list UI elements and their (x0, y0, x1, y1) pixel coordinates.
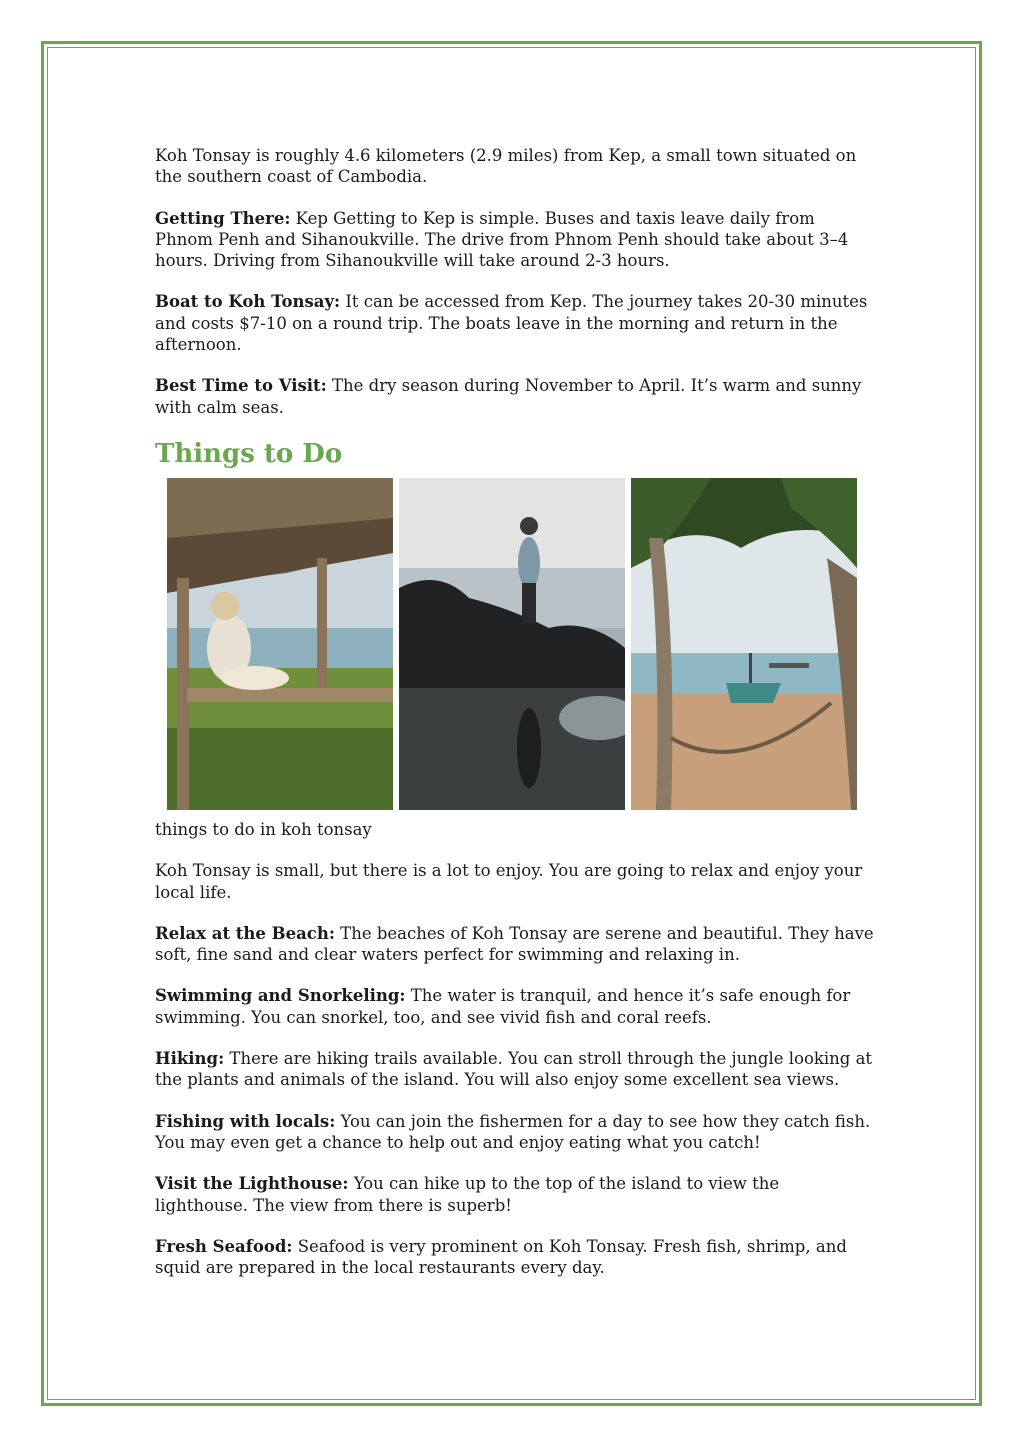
photo-thatched-hut (167, 478, 393, 810)
travel-info-text: It can be accessed from Kep. The journey takes 20-30 minutes and costs $7-10 on a round trip. The boats leave in the morning and return in the afternoon. (155, 292, 868, 355)
activity-text: You can join the fishermen for a day to see how they catch fish. You may even get a chance to help out and enjoy eating what you catch! (155, 1111, 871, 1152)
travel-info-text: The dry season during November to April. It’s warm and sunny with calm seas. (155, 376, 862, 417)
photo-palm-hammock (631, 478, 857, 810)
travel-info-best-time (155, 375, 875, 418)
travel-info-label: Boat to Koh Tonsay: (155, 292, 341, 312)
activity-label: Fresh Seafood: (155, 1236, 293, 1256)
travel-info-text: Kep Getting to Kep is simple. Buses and taxis leave daily from Phnom Penh and Sihanoukville. The drive from Phnom Penh should take about 3–4 hours. Driving from Sihanoukville will take around 2-3 hours. (155, 208, 849, 271)
activity-hiking (155, 1048, 875, 1091)
activity-label: Hiking: (155, 1049, 225, 1069)
travel-info-getting-there (155, 208, 875, 272)
activity-relax-beach (155, 923, 875, 966)
travel-info-label: Best Time to Visit: (155, 376, 327, 396)
intro-paragraph: Koh Tonsay is roughly 4.6 kilometers (2.9 miles) from Kep, a small town situated on the southern coast of Cambodia. (155, 146, 857, 187)
section-title: Things to Do (155, 438, 343, 469)
activity-text: Seafood is very prominent on Koh Tonsay. Fresh fish, shrimp, and squid are prepared in the local restaurants every day. (155, 1236, 847, 1278)
activity-text: The beaches of Koh Tonsay are serene and beautiful. They have soft, fine sand and clear waters perfect for swimming and relaxing in. (155, 923, 874, 965)
activity-lighthouse (155, 1173, 875, 1216)
document-content (155, 145, 875, 1298)
image-caption: things to do in koh tonsay (155, 819, 372, 839)
activity-text: The water is tranquil, and hence it’s safe enough for swimming. You can snorkel, too, and see vivid fish and coral reefs. (155, 986, 851, 1027)
things-intro-paragraph: Koh Tonsay is small, but there is a lot to enjoy. You are going to relax and enjoy your local life. (155, 861, 863, 902)
activity-fishing (155, 1111, 875, 1154)
activity-label: Fishing with locals: (155, 1111, 336, 1131)
activity-label: Swimming and Snorkeling: (155, 986, 406, 1006)
activity-label: Visit the Lighthouse: (155, 1174, 349, 1194)
activity-swimming-snorkeling (155, 985, 875, 1028)
activity-text: You can hike up to the top of the island to view the lighthouse. The view from there is superb! (155, 1174, 780, 1215)
activity-text: There are hiking trails available. You can stroll through the jungle looking at the plants and animals of the island. You will also enjoy some excellent sea views. (155, 1049, 873, 1090)
photo-collage (167, 478, 857, 810)
activity-label: Relax at the Beach: (155, 923, 335, 943)
activity-seafood (155, 1236, 875, 1279)
photo-rock-reflection (399, 478, 625, 810)
travel-info-boat (155, 291, 875, 355)
travel-info-label: Getting There: (155, 208, 291, 228)
